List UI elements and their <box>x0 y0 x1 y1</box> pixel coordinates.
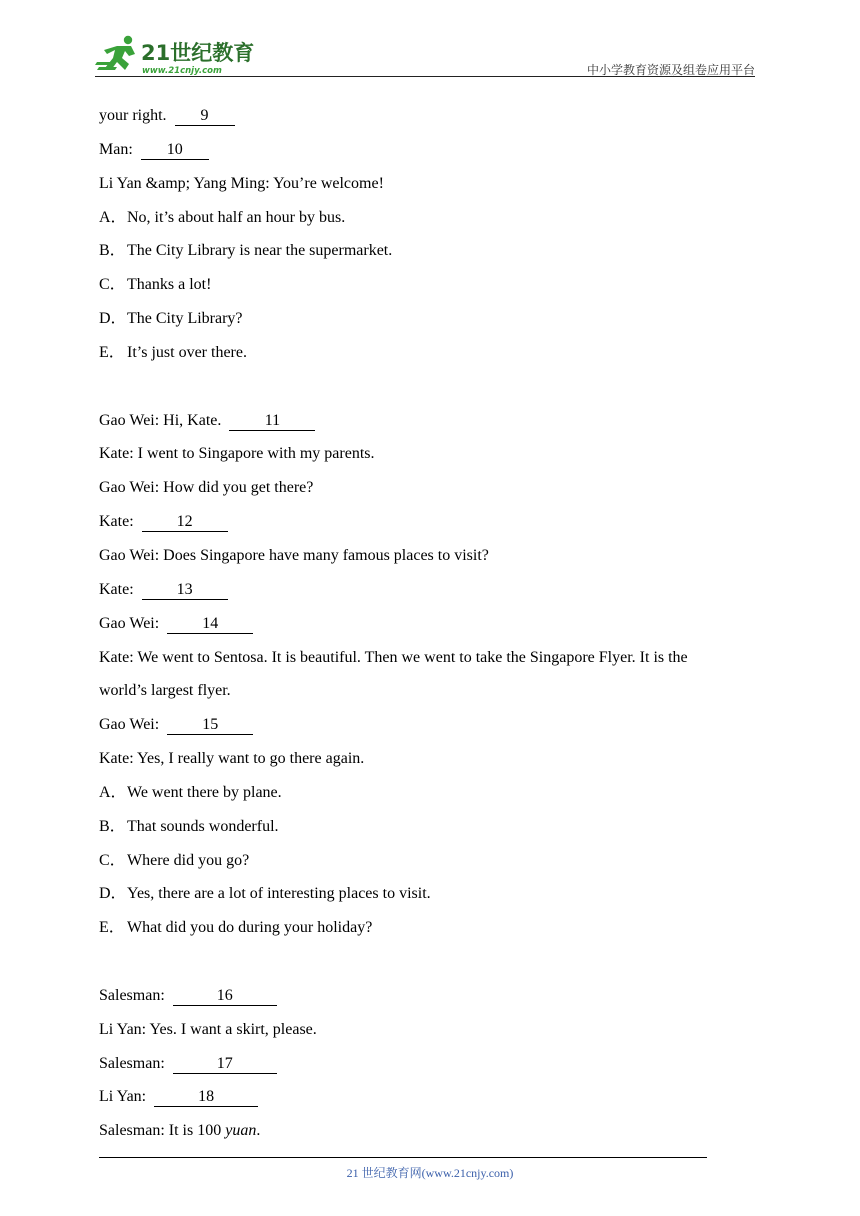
logo-text: 21世纪教育 <box>141 41 255 65</box>
footer-divider <box>99 1157 707 1158</box>
option-item: B．The City Library is near the supermarket. <box>99 242 393 260</box>
answer-blank-14[interactable]: 14 <box>167 615 253 634</box>
option-item: D．Yes, there are a lot of interesting places to visit. <box>99 885 431 903</box>
dialogue-line: Salesman: It is 100 yuan. <box>99 1122 261 1140</box>
answer-blank-12[interactable]: 12 <box>142 513 228 532</box>
dialogue-line: Gao Wei: Hi, Kate. 11 <box>99 406 759 440</box>
dialogue-line: Li Yan: 18 <box>99 1082 759 1116</box>
option-item: A．We went there by plane. <box>99 783 282 801</box>
dialogue-line: Li Yan: Yes. I want a skirt, please. <box>99 1020 317 1038</box>
platform-name: 中小学教育资源及组卷应用平台 <box>586 63 755 77</box>
dialogue-line: your right. 9 <box>99 101 759 135</box>
dialogue-line: Gao Wei: 15 <box>99 710 759 744</box>
option-item: D．The City Library? <box>99 310 243 328</box>
option-item: C．Thanks a lot! <box>99 276 212 294</box>
dialogue-line: Kate: 12 <box>99 507 759 541</box>
option-item: E． What did you do during your holiday? <box>99 919 373 937</box>
answer-blank-18[interactable]: 18 <box>154 1088 258 1107</box>
option-item: E． It’s just over there. <box>99 343 247 361</box>
dialogue-line: Kate: I went to Singapore with my parents. <box>99 445 375 463</box>
page-footer: 21 世纪教育网(www.21cnjy.com) <box>346 1166 514 1180</box>
dialogue-line: Kate: 13 <box>99 575 759 609</box>
option-item: B．That sounds wonderful. <box>99 817 279 835</box>
runner-icon <box>95 36 135 70</box>
answer-blank-9[interactable]: 9 <box>175 107 235 126</box>
header-divider <box>95 76 755 77</box>
dialogue-line: Man: 10 <box>99 135 759 169</box>
dialogue-line: Salesman: 16 <box>99 981 759 1015</box>
dialogue-line: Gao Wei: 14 <box>99 609 759 643</box>
dialogue-line: Salesman: 17 <box>99 1049 759 1083</box>
logo-url: www.21cnjy.com <box>142 66 222 76</box>
answer-blank-17[interactable]: 17 <box>173 1055 277 1074</box>
dialogue-line: Gao Wei: Does Singapore have many famous places to visit? <box>99 546 489 564</box>
document-body <box>99 101 759 1150</box>
site-logo <box>95 34 275 76</box>
answer-blank-11[interactable]: 11 <box>229 412 315 431</box>
dialogue-line: Gao Wei: How did you get there? <box>99 479 314 497</box>
answer-blank-13[interactable]: 13 <box>142 581 228 600</box>
answer-blank-15[interactable]: 15 <box>167 716 253 735</box>
answer-blank-16[interactable]: 16 <box>173 987 277 1006</box>
dialogue-line: Kate: Yes, I really want to go there again. <box>99 750 365 768</box>
page-header <box>95 30 755 78</box>
answer-blank-10[interactable]: 10 <box>141 141 209 160</box>
dialogue-line: Kate: We went to Sentosa. It is beautiful. Then we went to take the Singapore Flyer. It is the <box>99 648 688 666</box>
option-item: C．Where did you go? <box>99 851 250 869</box>
dialogue-line: Li Yan &amp; Yang Ming: You’re welcome! <box>99 174 384 192</box>
dialogue-line: world’s largest flyer. <box>99 682 231 700</box>
option-item: A．No, it’s about half an hour by bus. <box>99 208 346 226</box>
